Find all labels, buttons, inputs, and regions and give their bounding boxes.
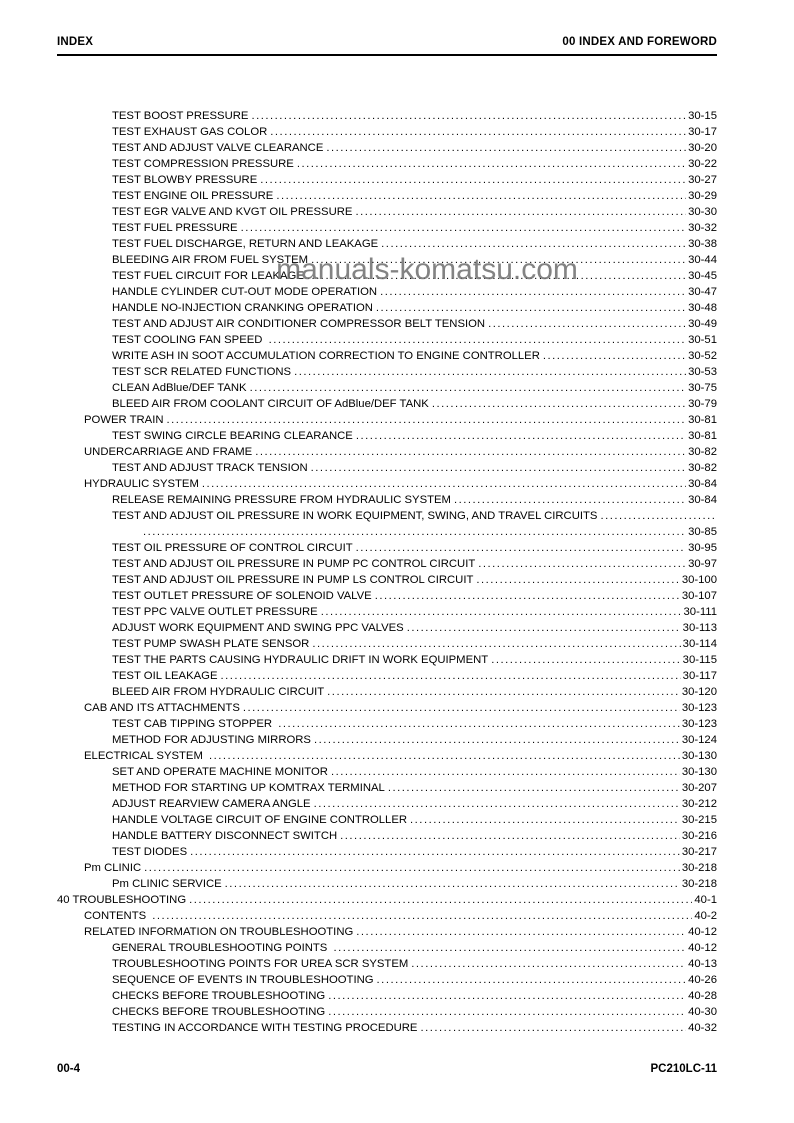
toc-entry-title: CHECKS BEFORE TROUBLESHOOTING <box>112 990 326 1002</box>
toc-entry-title: METHOD FOR ADJUSTING MIRRORS <box>112 734 311 746</box>
toc-entry-page: 40-30 <box>688 1006 717 1018</box>
toc-entry-page: 30-84 <box>688 494 717 506</box>
toc-entry-page: 30-53 <box>688 366 717 378</box>
toc-entry-title: TEST ENGINE OIL PRESSURE <box>112 190 274 202</box>
toc-dot-leader <box>333 940 686 956</box>
toc-entry-page: 40-26 <box>688 974 717 986</box>
toc-entry <box>57 972 717 988</box>
toc-entry-page: 30-45 <box>688 270 717 282</box>
toc-dot-leader <box>388 780 680 796</box>
toc-entry <box>57 444 717 460</box>
toc-entry-title: RELEASE REMAINING PRESSURE FROM HYDRAULIC SYSTEM <box>112 494 451 506</box>
toc-dot-leader <box>478 556 686 572</box>
toc-entry-title: BLEED AIR FROM HYDRAULIC CIRCUIT <box>112 686 325 698</box>
footer-page-number: 00-4 <box>57 1063 81 1075</box>
toc-dot-leader <box>376 300 686 316</box>
toc-dot-leader <box>241 220 687 236</box>
toc-entry <box>57 380 717 396</box>
toc-entry <box>57 636 717 652</box>
toc-entry-title: WRITE ASH IN SOOT ACCUMULATION CORRECTION TO ENGINE CONTROLLER <box>112 350 540 362</box>
toc-dot-leader <box>243 700 680 716</box>
toc-entry-title: Pm CLINIC SERVICE <box>112 878 222 890</box>
toc-dot-leader <box>355 204 686 220</box>
toc-entry <box>57 684 717 700</box>
toc-dot-leader <box>167 412 687 428</box>
toc-entry-page: 30-114 <box>682 638 717 650</box>
toc-dot-leader <box>476 572 679 588</box>
toc-entry-page: 30-115 <box>682 654 717 666</box>
toc-entry <box>57 508 717 524</box>
toc-entry-page: 30-30 <box>688 206 717 218</box>
toc-entry-page: 30-85 <box>688 526 717 538</box>
toc-dot-leader <box>488 316 686 332</box>
toc-entry-title: TEST EXHAUST GAS COLOR <box>112 126 268 138</box>
toc-entry <box>57 428 717 444</box>
page-header <box>57 36 717 56</box>
toc-entry-title: TEST AND ADJUST VALVE CLEARANCE <box>112 142 324 154</box>
toc-entry-title: TEST THE PARTS CAUSING HYDRAULIC DRIFT IN WORK EQUIPMENT <box>112 654 489 666</box>
toc-entry <box>57 284 717 300</box>
toc-entry-title: TESTING IN ACCORDANCE WITH TESTING PROCEDURE <box>112 1022 418 1034</box>
toc-entry-title: TEST PPC VALVE OUTLET PRESSURE <box>112 606 318 618</box>
toc-entry-title: BLEEDING AIR FROM FUEL SYSTEM <box>112 254 309 266</box>
toc-entry <box>57 620 717 636</box>
toc-entry-title: GENERAL TROUBLESHOOTING POINTS <box>112 942 331 954</box>
toc-list <box>57 108 717 1036</box>
toc-entry <box>57 316 717 332</box>
toc-entry-title: TEST EGR VALVE AND KVGT OIL PRESSURE <box>112 206 353 218</box>
toc-entry-page: 30-82 <box>688 462 717 474</box>
toc-dot-leader <box>278 716 680 732</box>
toc-entry-page: 30-97 <box>688 558 717 570</box>
toc-entry-title: ELECTRICAL SYSTEM <box>84 750 206 762</box>
toc-entry <box>57 220 717 236</box>
toc-entry-title: TEST BOOST PRESSURE <box>112 110 249 122</box>
toc-entry-page: 30-123 <box>681 702 717 714</box>
toc-dot-leader <box>294 364 686 380</box>
toc-entry-page: 30-113 <box>682 622 717 634</box>
toc-entry-title: HANDLE VOLTAGE CIRCUIT OF ENGINE CONTROLLER <box>112 814 408 826</box>
toc-entry <box>57 572 717 588</box>
toc-entry <box>57 108 717 124</box>
toc-entry <box>57 988 717 1004</box>
toc-entry <box>57 252 717 268</box>
toc-dot-leader <box>202 476 686 492</box>
toc-entry-title: TEST BLOWBY PRESSURE <box>112 174 258 186</box>
toc-dot-leader <box>356 540 686 556</box>
toc-entry <box>57 748 717 764</box>
toc-dot-leader <box>190 844 680 860</box>
toc-entry-title: BLEED AIR FROM COOLANT CIRCUIT OF AdBlue/DEF TANK <box>112 398 429 410</box>
toc-entry <box>57 812 717 828</box>
toc-dot-leader <box>381 236 686 252</box>
toc-entry-page: 30-117 <box>682 670 717 682</box>
toc-dot-leader <box>377 972 687 988</box>
toc-entry-page: 30-82 <box>688 446 717 458</box>
toc-entry-title: TEST DIODES <box>112 846 188 858</box>
toc-entry <box>57 604 717 620</box>
toc-dot-leader <box>311 460 686 476</box>
toc-entry <box>57 892 717 908</box>
toc-entry-page: 40-1 <box>694 894 717 906</box>
toc-entry-page: 30-20 <box>688 142 717 154</box>
toc-dot-leader <box>270 124 686 140</box>
toc-dot-leader <box>375 588 680 604</box>
toc-entry-title: TEST AND ADJUST OIL PRESSURE IN PUMP PC CONTROL CIRCUIT <box>112 558 476 570</box>
toc-entry-page: 40-28 <box>688 990 717 1002</box>
toc-dot-leader <box>356 428 686 444</box>
toc-entry <box>57 396 717 412</box>
toc-entry <box>57 652 717 668</box>
toc-entry-page: 30-49 <box>688 318 717 330</box>
toc-entry <box>57 940 717 956</box>
toc-entry <box>57 1004 717 1020</box>
toc-entry-page: 30-75 <box>688 382 717 394</box>
toc-entry-title: TEST SWING CIRCLE BEARING CLEARANCE <box>112 430 353 442</box>
toc-entry <box>57 332 717 348</box>
toc-entry <box>57 1020 717 1036</box>
toc-dot-leader <box>411 956 686 972</box>
header-chapter-label: 00 INDEX AND FOREWORD <box>562 36 717 48</box>
toc-entry-title: TEST FUEL PRESSURE <box>112 222 238 234</box>
toc-entry-title: TEST SCR RELATED FUNCTIONS <box>112 366 292 378</box>
toc-entry-page: 30-81 <box>688 414 717 426</box>
toc-entry <box>57 524 717 540</box>
toc-dot-leader <box>143 524 686 540</box>
toc-dot-leader <box>432 396 686 412</box>
toc-entry-title: ADJUST REARVIEW CAMERA ANGLE <box>112 798 311 810</box>
toc-entry <box>57 124 717 140</box>
toc-dot-leader <box>225 876 680 892</box>
toc-dot-leader <box>321 604 682 620</box>
toc-dot-leader <box>356 924 686 940</box>
toc-dot-leader <box>144 860 680 876</box>
toc-entry <box>57 924 717 940</box>
toc-entry <box>57 796 717 812</box>
toc-entry-title: CAB AND ITS ATTACHMENTS <box>84 702 240 714</box>
toc-entry <box>57 908 717 924</box>
toc-dot-leader <box>326 140 686 156</box>
toc-entry-page: 30-120 <box>681 686 717 698</box>
toc-dot-leader <box>189 892 692 908</box>
toc-entry-page: 30-100 <box>681 574 717 586</box>
toc-entry-title: RELATED INFORMATION ON TROUBLESHOOTING <box>84 926 354 938</box>
toc-entry <box>57 716 717 732</box>
toc-entry <box>57 172 717 188</box>
toc-entry-title: TEST CAB TIPPING STOPPER <box>112 718 276 730</box>
toc-entry-title: ADJUST WORK EQUIPMENT AND SWING PPC VALVES <box>112 622 404 634</box>
toc-entry-page: 30-32 <box>688 222 717 234</box>
toc-entry-title: TEST COOLING FAN SPEED <box>112 334 266 346</box>
toc-dot-leader <box>260 172 686 188</box>
toc-entry <box>57 956 717 972</box>
toc-entry-title: TEST FUEL CIRCUIT FOR LEAKAGE <box>112 270 304 282</box>
toc-dot-leader <box>410 812 680 828</box>
toc-entry-title: TEST OIL PRESSURE OF CONTROL CIRCUIT <box>112 542 353 554</box>
toc-entry <box>57 828 717 844</box>
toc-entry-title: TEST OUTLET PRESSURE OF SOLENOID VALVE <box>112 590 372 602</box>
toc-dot-leader <box>407 620 681 636</box>
toc-entry-title: SEQUENCE OF EVENTS IN TROUBLESHOOTING <box>112 974 374 986</box>
toc-entry-page: 30-107 <box>681 590 717 602</box>
toc-entry-page: 30-79 <box>688 398 717 410</box>
toc-dot-leader <box>307 268 686 284</box>
watermark: manuals-komatsu.com <box>276 253 578 286</box>
toc-entry-title: HANDLE NO-INJECTION CRANKING OPERATION <box>112 302 373 314</box>
toc-entry <box>57 236 717 252</box>
toc-entry <box>57 204 717 220</box>
toc-entry-title: TEST PUMP SWASH PLATE SENSOR <box>112 638 310 650</box>
toc-entry <box>57 300 717 316</box>
toc-entry-page: 40-2 <box>694 910 717 922</box>
toc-entry-page: 30-52 <box>688 350 717 362</box>
footer-model-number: PC210LC-11 <box>650 1063 717 1075</box>
toc-entry <box>57 668 717 684</box>
toc-dot-leader <box>340 828 680 844</box>
toc-entry-title: TEST AND ADJUST OIL PRESSURE IN PUMP LS CONTROL CIRCUIT <box>112 574 474 586</box>
toc-dot-leader <box>269 332 687 348</box>
toc-dot-leader <box>600 508 715 524</box>
toc-entry-page: 30-27 <box>688 174 717 186</box>
toc-entry <box>57 700 717 716</box>
toc-dot-leader <box>276 188 686 204</box>
page-footer <box>57 1063 717 1075</box>
toc-entry <box>57 460 717 476</box>
toc-entry-page: 30-44 <box>688 254 717 266</box>
toc-entry <box>57 364 717 380</box>
toc-entry-title: HYDRAULIC SYSTEM <box>84 478 199 490</box>
toc-entry-page: 30-218 <box>681 878 717 890</box>
toc-entry-title: UNDERCARRIAGE AND FRAME <box>84 446 253 458</box>
toc-entry-title: TEST FUEL DISCHARGE, RETURN AND LEAKAGE <box>112 238 379 250</box>
toc-entry-title: HANDLE CYLINDER CUT-OUT MODE OPERATION <box>112 286 378 298</box>
toc-entry-title: CLEAN AdBlue/DEF TANK <box>112 382 247 394</box>
toc-entry-page: 30-123 <box>681 718 717 730</box>
toc-entry-page: 30-51 <box>688 334 717 346</box>
toc-entry <box>57 844 717 860</box>
toc-entry-page: 40-32 <box>688 1022 717 1034</box>
toc-entry <box>57 412 717 428</box>
toc-entry-page: 40-12 <box>688 926 717 938</box>
toc-entry <box>57 588 717 604</box>
toc-dot-leader <box>328 988 686 1004</box>
toc-entry-title: METHOD FOR STARTING UP KOMTRAX TERMINAL <box>112 782 385 794</box>
toc-entry <box>57 540 717 556</box>
toc-entry-title: CHECKS BEFORE TROUBLESHOOTING <box>112 1006 326 1018</box>
header-section-label: INDEX <box>57 36 94 48</box>
toc-entry <box>57 556 717 572</box>
toc-dot-leader <box>331 764 680 780</box>
toc-dot-leader <box>250 380 687 396</box>
toc-dot-leader <box>328 1004 686 1020</box>
toc-entry <box>57 780 717 796</box>
toc-entry-page: 30-81 <box>688 430 717 442</box>
toc-entry-page: 30-215 <box>681 814 717 826</box>
toc-entry-title: HANDLE BATTERY DISCONNECT SWITCH <box>112 830 338 842</box>
toc-entry-title: SET AND OPERATE MACHINE MONITOR <box>112 766 328 778</box>
toc-entry-page: 40-12 <box>688 942 717 954</box>
toc-entry-title: TEST AND ADJUST OIL PRESSURE IN WORK EQUIPMENT, SWING, AND TRAVEL CIRCUITS <box>112 510 598 522</box>
toc-dot-leader <box>312 636 680 652</box>
toc-entry-page: 30-124 <box>681 734 717 746</box>
toc-entry-title: 40 TROUBLESHOOTING <box>57 894 187 906</box>
toc-dot-leader <box>209 748 680 764</box>
toc-entry-page: 40-13 <box>688 958 717 970</box>
toc-entry <box>57 140 717 156</box>
toc-entry-page: 30-207 <box>681 782 717 794</box>
toc-entry-page: 30-15 <box>688 110 717 122</box>
toc-dot-leader <box>255 444 686 460</box>
toc-entry <box>57 268 717 284</box>
toc-entry-page: 30-217 <box>681 846 717 858</box>
toc-entry <box>57 492 717 508</box>
toc-entry-title: TEST AND ADJUST AIR CONDITIONER COMPRESSOR BELT TENSION <box>112 318 486 330</box>
toc-entry-page: 30-84 <box>688 478 717 490</box>
toc-entry-title: Pm CLINIC <box>84 862 142 874</box>
toc-entry-page: 30-95 <box>688 542 717 554</box>
toc-dot-leader <box>314 732 680 748</box>
toc-entry <box>57 860 717 876</box>
toc-entry-page: 30-38 <box>688 238 717 250</box>
toc-entry-page: 30-111 <box>683 606 717 618</box>
toc-entry-page: 30-130 <box>681 750 717 762</box>
toc-dot-leader <box>491 652 680 668</box>
toc-entry-page: 30-22 <box>688 158 717 170</box>
toc-entry-page: 30-48 <box>688 302 717 314</box>
toc-dot-leader <box>420 1020 686 1036</box>
toc-entry-title: TROUBLESHOOTING POINTS FOR UREA SCR SYSTEM <box>112 958 409 970</box>
toc-entry-page: 30-47 <box>688 286 717 298</box>
toc-entry-page: 30-212 <box>681 798 717 810</box>
toc-entry <box>57 188 717 204</box>
toc-entry-page: 30-216 <box>681 830 717 842</box>
toc-dot-leader <box>152 908 692 924</box>
toc-entry <box>57 156 717 172</box>
toc-entry-title: TEST OIL LEAKAGE <box>112 670 218 682</box>
toc-entry <box>57 732 717 748</box>
toc-entry <box>57 348 717 364</box>
toc-dot-leader <box>380 284 686 300</box>
toc-entry-page: 30-218 <box>681 862 717 874</box>
toc-dot-leader <box>297 156 686 172</box>
toc-dot-leader <box>311 252 686 268</box>
toc-entry <box>57 764 717 780</box>
toc-entry-title: POWER TRAIN <box>84 414 164 426</box>
toc-dot-leader <box>543 348 686 364</box>
toc-dot-leader <box>251 108 686 124</box>
toc-entry-page: 30-17 <box>688 126 717 138</box>
toc-entry <box>57 476 717 492</box>
toc-entry-title: TEST COMPRESSION PRESSURE <box>112 158 294 170</box>
toc-entry-page: 30-29 <box>688 190 717 202</box>
toc-entry-title: TEST AND ADJUST TRACK TENSION <box>112 462 308 474</box>
toc-dot-leader <box>314 796 680 812</box>
toc-dot-leader <box>454 492 686 508</box>
toc-dot-leader <box>220 668 680 684</box>
toc-entry-title: CONTENTS <box>84 910 150 922</box>
toc-entry-page: 30-130 <box>681 766 717 778</box>
toc-entry <box>57 876 717 892</box>
toc-dot-leader <box>327 684 680 700</box>
